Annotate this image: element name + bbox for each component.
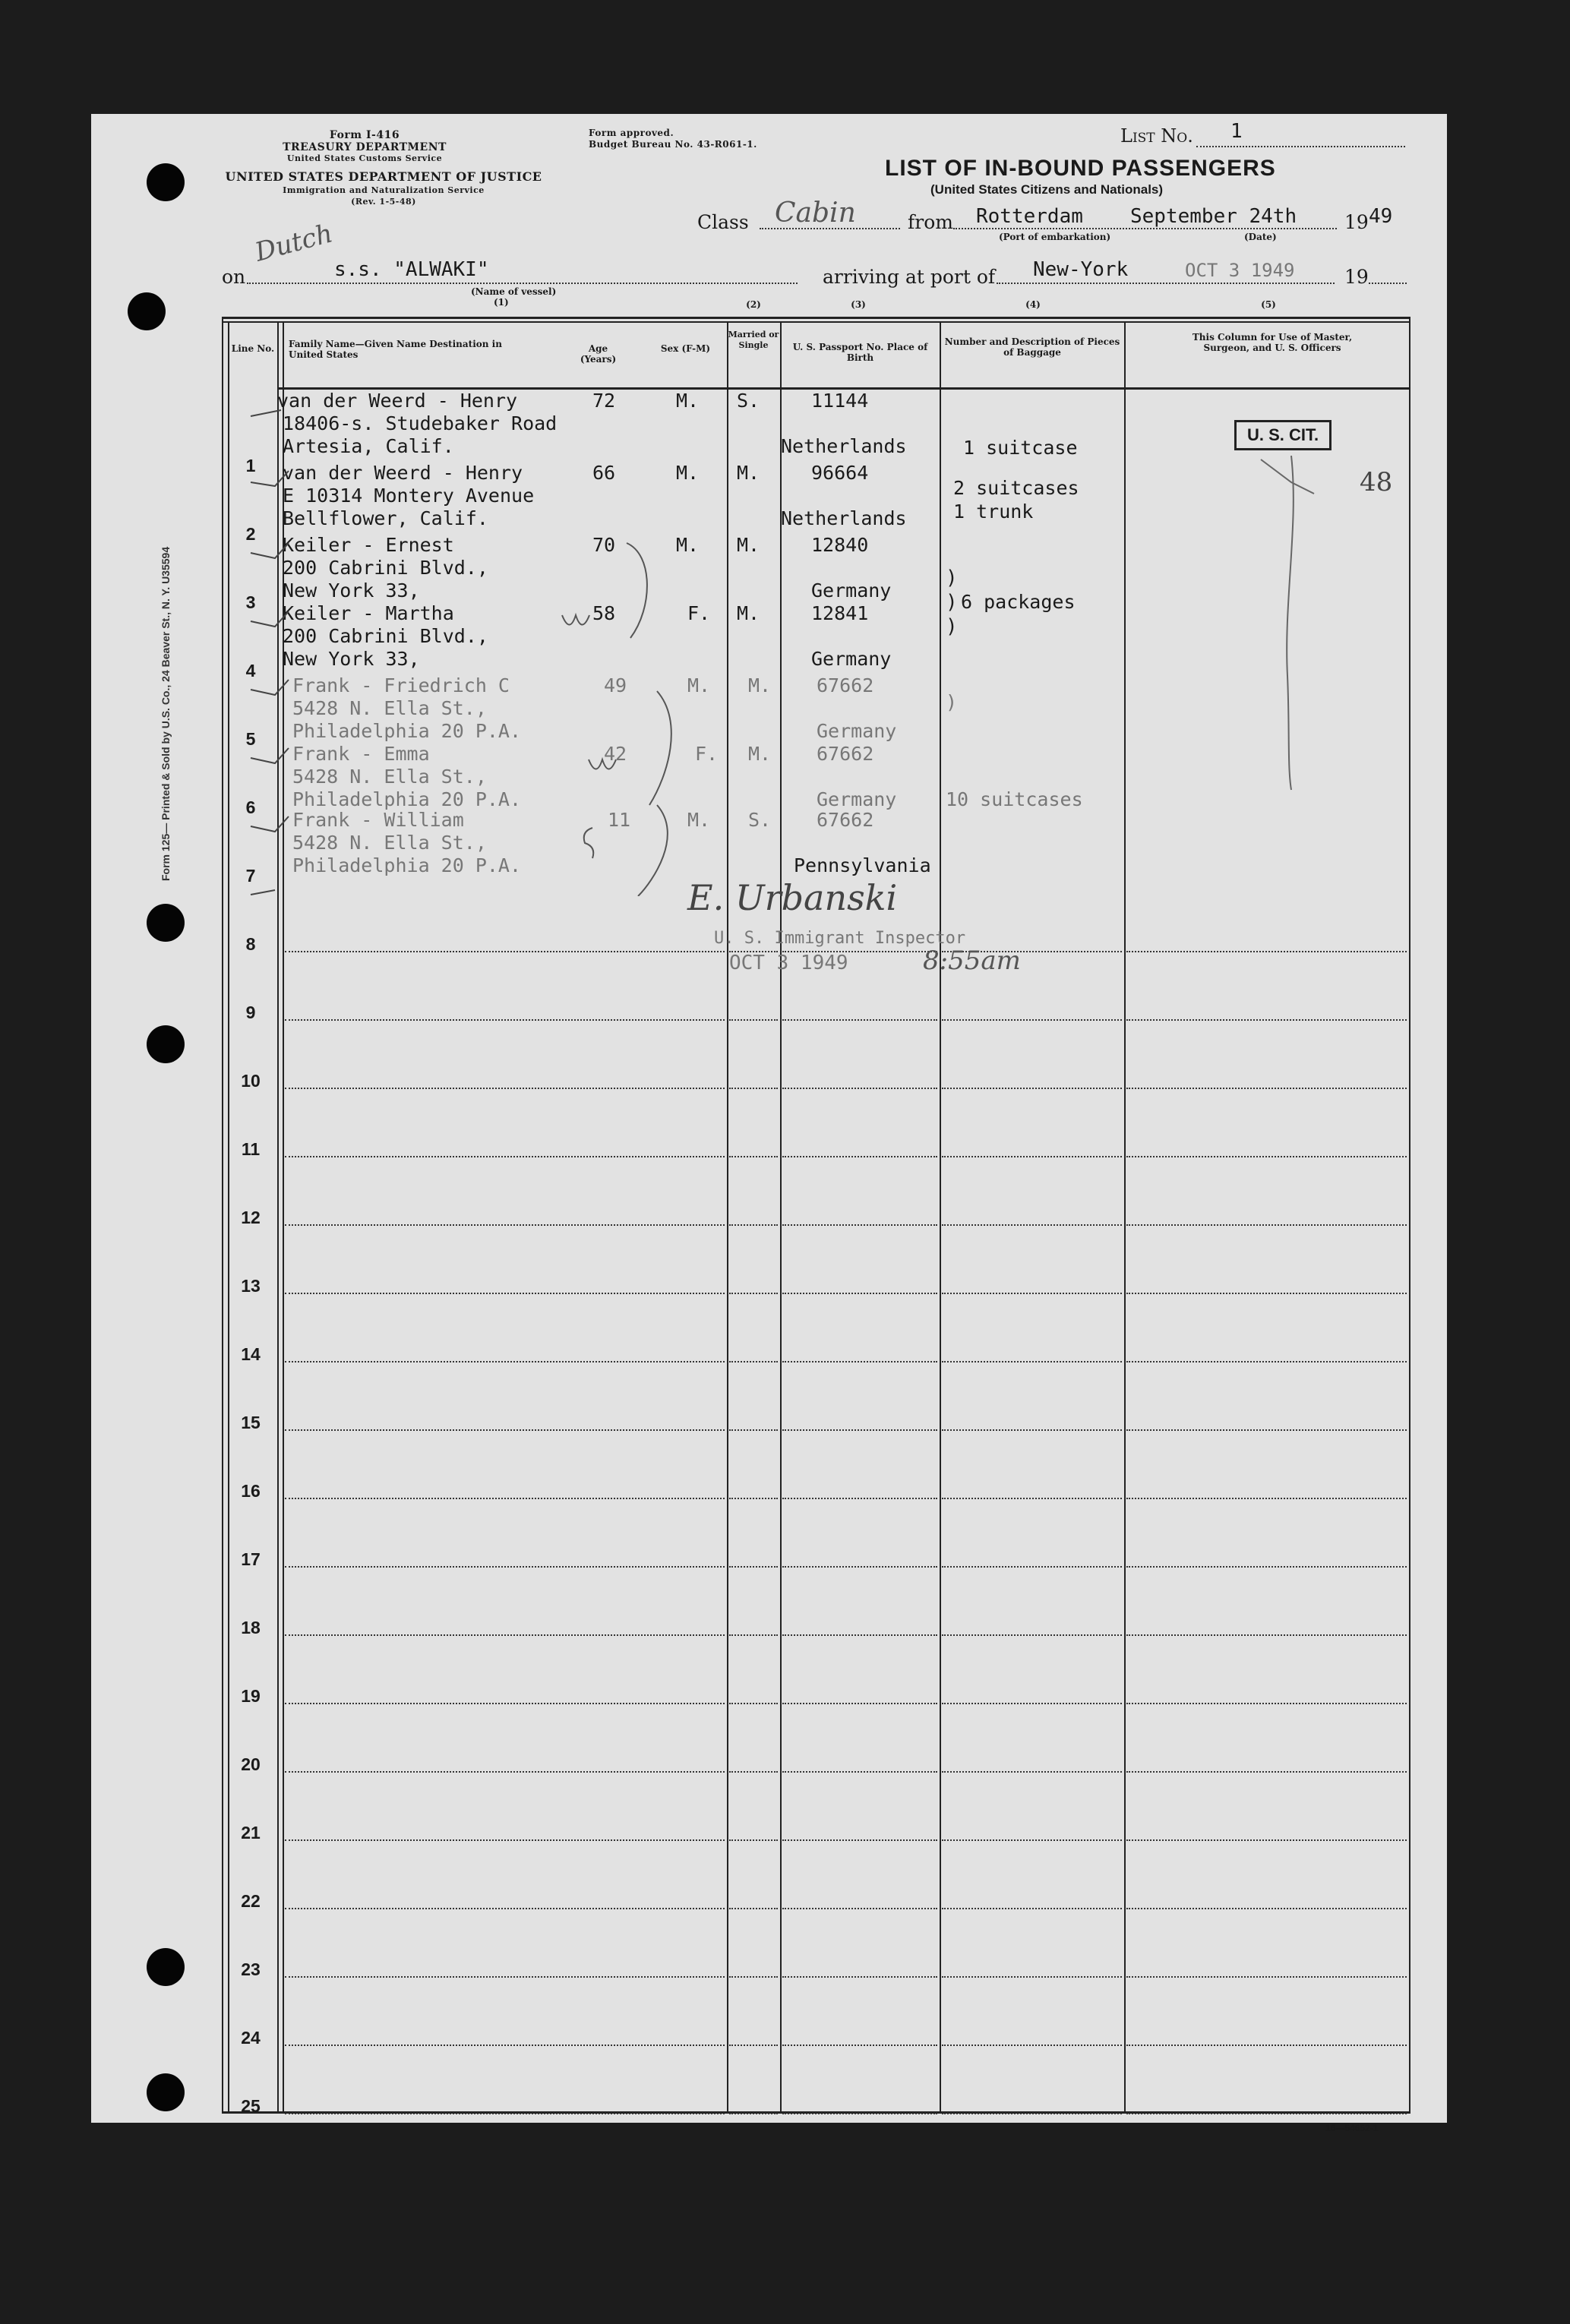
- ruled-line: [729, 1088, 778, 1089]
- passenger-5-city: Philadelphia 20 P.A.: [292, 720, 522, 742]
- passenger-1-name: van der Weerd - Henry: [277, 390, 518, 412]
- passenger-7-city: Philadelphia 20 P.A.: [292, 854, 522, 876]
- ruled-line: [782, 1019, 937, 1021]
- passenger-1-address: 18406-s. Studebaker Road: [283, 412, 558, 434]
- customs-service: United States Customs Service: [286, 153, 443, 163]
- col-sex: Sex (F-M): [660, 343, 711, 354]
- ins-service: Immigration and Naturalization Service: [283, 185, 485, 195]
- ruled-line: [285, 1361, 725, 1363]
- line-number: 17: [241, 1549, 261, 1569]
- inspection-time: 8:55am: [923, 946, 1021, 976]
- passenger-7-birthplace: Pennsylvania: [794, 854, 931, 876]
- line-number: 25: [241, 2096, 261, 2116]
- ruled-line: [285, 1908, 725, 1909]
- ruled-line: [1126, 1361, 1407, 1363]
- ruled-line: [942, 2113, 1122, 2114]
- ruled-line: [729, 1498, 778, 1499]
- ruled-line: [942, 1498, 1122, 1499]
- ruled-line: [1126, 1224, 1407, 1226]
- passenger-2-address: E 10314 Montery Avenue: [283, 485, 535, 507]
- inspector-signature: E. Urbanski: [687, 877, 898, 918]
- passenger-6-age: 42: [604, 743, 627, 765]
- ruled-line: [1126, 1088, 1407, 1089]
- class-value: Cabin: [775, 197, 856, 229]
- passenger-7-passport: 67662: [817, 809, 874, 831]
- line-number: 4: [245, 661, 256, 680]
- binder-hole: [147, 163, 185, 201]
- passenger-7-age: 11: [608, 809, 631, 831]
- col-num-4: (4): [1025, 299, 1041, 310]
- ruled-line: [782, 1498, 937, 1499]
- justice-dept: UNITED STATES DEPARTMENT OF JUSTICE: [225, 169, 542, 184]
- passenger-5-sex: M.: [687, 674, 711, 696]
- line-number: 12: [241, 1208, 261, 1227]
- ruled-line: [942, 1566, 1122, 1568]
- ruled-line: [1126, 1908, 1407, 1909]
- ruled-line: [1126, 1429, 1407, 1431]
- ruled-line: [285, 1088, 725, 1089]
- passenger-5-address: 5428 N. Ella St.,: [292, 697, 487, 719]
- ruled-line: [285, 1839, 725, 1841]
- passenger-6-sex: F.: [695, 743, 719, 765]
- passenger-7-sex: M.: [687, 809, 711, 831]
- brace: ): [946, 691, 958, 713]
- ruled-line: [942, 1156, 1122, 1157]
- binder-hole: [147, 904, 185, 942]
- line-number: 8: [245, 934, 256, 954]
- ruled-line: [285, 1019, 725, 1021]
- col-num-3: (3): [851, 299, 866, 310]
- line-number: 6: [245, 797, 256, 817]
- ruled-line: [942, 1634, 1122, 1636]
- ruled-line: [285, 2045, 725, 2046]
- port-caption: (Port of embarkation): [999, 232, 1111, 242]
- ruled-line: [942, 1703, 1122, 1704]
- col-marital: Married or Single: [728, 330, 779, 350]
- passenger-4-passport: 12841: [811, 602, 869, 624]
- ruled-line: [729, 2045, 778, 2046]
- handwritten-marks: [228, 380, 760, 896]
- ruled-line: [1126, 2045, 1407, 2046]
- col-num-2: (2): [746, 299, 761, 310]
- passenger-1-birthplace: Netherlands: [781, 435, 907, 457]
- arriving-label: arriving at port of: [823, 266, 996, 288]
- passenger-1-marital: S.: [737, 390, 760, 412]
- line-number: 15: [241, 1413, 261, 1432]
- passenger-2-birthplace: Netherlands: [781, 507, 907, 529]
- ruled-line: [942, 1019, 1122, 1021]
- ruled-line: [782, 1976, 937, 1978]
- line-number: 5: [245, 729, 256, 749]
- ruled-line: [782, 1908, 937, 1909]
- ruled-line: [782, 1156, 937, 1157]
- form-number: Form I-416: [329, 129, 400, 141]
- inspection-date: OCT 3 1949: [729, 952, 848, 974]
- passenger-4-city: New York 33,: [283, 648, 420, 670]
- passenger-2-baggage: 2 suitcases: [953, 477, 1079, 499]
- ruled-line: [729, 1224, 778, 1226]
- passenger-3-address: 200 Cabrini Blvd.,: [283, 557, 488, 579]
- ruled-line: [285, 951, 725, 952]
- ruled-line: [729, 1293, 778, 1294]
- ruled-line: [729, 1771, 778, 1773]
- col-line-no: Line No.: [231, 343, 275, 354]
- ruled-line: [729, 1634, 778, 1636]
- page-title: LIST OF IN-BOUND PASSENGERS: [885, 156, 1276, 181]
- passenger-2-marital: M.: [737, 462, 760, 484]
- ruled-line: [729, 1839, 778, 1841]
- ruled-line: [285, 1224, 725, 1226]
- port-of-embarkation: Rotterdam: [976, 205, 1083, 228]
- line-number: 2: [245, 524, 256, 544]
- passenger-7-address: 5428 N. Ella St.,: [292, 832, 487, 854]
- year-prefix: 19: [1344, 211, 1369, 233]
- ruled-line: [942, 1361, 1122, 1363]
- printer-imprint: Form 125— Printed & Sold by U.S. Co., 24 Beaver St., N. Y. U35594: [160, 546, 172, 881]
- ruled-line: [1126, 1293, 1407, 1294]
- ruled-line: [729, 1566, 778, 1568]
- brace: ) ) ): [946, 567, 958, 638]
- ruled-line: [782, 1566, 937, 1568]
- ruled-line: [1126, 2113, 1407, 2114]
- ruled-line: [942, 1224, 1122, 1226]
- ruled-line: [942, 1976, 1122, 1978]
- passenger-7-name: Frank - William: [292, 809, 464, 831]
- binder-hole: [147, 1948, 185, 1986]
- passenger-4-age: 58: [592, 602, 616, 624]
- line-number: 7: [245, 866, 256, 886]
- ruled-line: [782, 1839, 937, 1841]
- line-number: 1: [245, 456, 256, 475]
- ruled-line: [782, 2045, 937, 2046]
- tally-line: [1246, 448, 1337, 797]
- ruled-line: [942, 1908, 1122, 1909]
- arrival-date-stamp: OCT 3 1949: [1185, 260, 1295, 281]
- ruled-line: [285, 1771, 725, 1773]
- passenger-1-baggage: 1 suitcase: [963, 437, 1078, 459]
- ruled-line: [942, 1771, 1122, 1773]
- page-subtitle: (United States Citizens and Nationals): [930, 182, 1164, 197]
- ruled-line: [729, 1361, 778, 1363]
- line-number: 11: [241, 1139, 261, 1159]
- vessel-caption: (Name of vessel): [471, 286, 557, 297]
- passenger-5-marital: M.: [748, 674, 772, 696]
- ruled-line: [729, 2113, 778, 2114]
- passenger-2-city: Bellflower, Calif.: [283, 507, 488, 529]
- ruled-line: [285, 1976, 725, 1978]
- passenger-6-marital: M.: [748, 743, 772, 765]
- ruled-line: [1126, 1566, 1407, 1568]
- us-citizen-stamp: U. S. CIT.: [1234, 420, 1331, 450]
- line-number: 10: [241, 1071, 261, 1091]
- passenger-5-birthplace: Germany: [817, 720, 897, 742]
- ruled-line: [285, 1703, 725, 1704]
- passenger-5-passport: 67662: [817, 674, 874, 696]
- ruled-line: [285, 2113, 725, 2114]
- passenger-6-name: Frank - Emma: [292, 743, 430, 765]
- ruled-line: [729, 1429, 778, 1431]
- ruled-line: [285, 1429, 725, 1431]
- ruled-line: [285, 1498, 725, 1499]
- ruled-line: [285, 1156, 725, 1157]
- ruled-line: [782, 1429, 937, 1431]
- ruled-line: [1126, 1703, 1407, 1704]
- passenger-3-passport: 12840: [811, 534, 869, 556]
- ruled-line: [1126, 951, 1407, 952]
- year-value: 49: [1369, 205, 1393, 228]
- line-number: 22: [241, 1891, 261, 1911]
- ruled-line: [1126, 1156, 1407, 1157]
- line-number: 20: [241, 1754, 261, 1774]
- ruled-line: [942, 1088, 1122, 1089]
- passenger-1-sex: M.: [676, 390, 700, 412]
- line-number: 13: [241, 1276, 261, 1296]
- ruled-line: [782, 2113, 937, 2114]
- binder-hole: [128, 292, 166, 330]
- vessel-name: s.s. "ALWAKI": [334, 258, 489, 281]
- ruled-line: [942, 1429, 1122, 1431]
- vessel-col-num: (1): [494, 297, 509, 308]
- line-number: 21: [241, 1823, 261, 1842]
- nationality-note: Dutch: [251, 218, 336, 268]
- passenger-7-marital: S.: [748, 809, 772, 831]
- ruled-line: [285, 1293, 725, 1294]
- line-number: 9: [245, 1003, 256, 1022]
- line-number: 14: [241, 1344, 261, 1364]
- date-caption: (Date): [1244, 232, 1277, 242]
- ruled-line: [942, 2045, 1122, 2046]
- passenger-2-age: 66: [592, 462, 616, 484]
- line-number: 23: [241, 1959, 261, 1979]
- ruled-line: [285, 1566, 725, 1568]
- passenger-3-age: 70: [592, 534, 616, 556]
- from-label: from: [908, 211, 953, 233]
- ruled-line: [1126, 1634, 1407, 1636]
- binder-hole: [147, 2073, 185, 2111]
- line-number: 18: [241, 1618, 261, 1637]
- ruled-line: [782, 1293, 937, 1294]
- passenger-3-baggage: 6 packages: [961, 591, 1076, 613]
- ruled-line: [782, 1088, 937, 1089]
- footer-code: 16—54652-1: [1325, 2123, 1379, 2133]
- passenger-1-age: 72: [592, 390, 616, 412]
- arrival-port: New-York: [1033, 258, 1129, 281]
- embarkation-date: September 24th: [1130, 205, 1297, 228]
- ruled-line: [782, 1361, 937, 1363]
- passenger-4-address: 200 Cabrini Blvd.,: [283, 625, 488, 647]
- line-number: 24: [241, 2028, 261, 2048]
- budget-bureau: Budget Bureau No. 43-R061-1.: [589, 139, 757, 150]
- passenger-5-name: Frank - Friedrich C: [292, 674, 510, 696]
- line-number: 3: [245, 592, 256, 612]
- col-officers: This Column for Use of Master, Surgeon, and U. S. Officers: [1192, 332, 1353, 353]
- col-name: Family Name—Given Name Destination in United States: [289, 339, 502, 360]
- ruled-line: [782, 1771, 937, 1773]
- passenger-6-baggage: 10 suitcases: [946, 788, 1083, 810]
- revision-date: (Rev. 1-5-48): [351, 197, 416, 207]
- passenger-3-sex: M.: [676, 534, 700, 556]
- ruled-line: [729, 1703, 778, 1704]
- ruled-line: [729, 1908, 778, 1909]
- passenger-3-name: Keiler - Ernest: [283, 534, 454, 556]
- arrival-year-prefix: 19: [1344, 266, 1369, 288]
- ruled-line: [782, 1224, 937, 1226]
- ruled-line: [1126, 1019, 1407, 1021]
- passenger-3-city: New York 33,: [283, 579, 420, 602]
- col-passport: U. S. Passport No. Place of Birth: [792, 342, 928, 363]
- passenger-2-name: van der Weerd - Henry: [283, 462, 523, 484]
- passenger-2-sex: M.: [676, 462, 700, 484]
- passenger-count: 48: [1360, 467, 1393, 497]
- line-number: 19: [241, 1686, 261, 1706]
- passenger-5-age: 49: [604, 674, 627, 696]
- ruled-line: [729, 1019, 778, 1021]
- passenger-6-passport: 67662: [817, 743, 874, 765]
- ruled-line: [942, 1839, 1122, 1841]
- ruled-line: [285, 1634, 725, 1636]
- binder-hole: [147, 1025, 185, 1063]
- passenger-4-name: Keiler - Martha: [283, 602, 454, 624]
- ruled-line: [1126, 1498, 1407, 1499]
- line-number: 16: [241, 1481, 261, 1501]
- passenger-2-baggage-2: 1 trunk: [953, 500, 1034, 523]
- class-label: Class: [697, 211, 749, 233]
- ruled-line: [782, 1703, 937, 1704]
- passenger-1-passport: 11144: [811, 390, 869, 412]
- form-approved: Form approved.: [589, 128, 674, 138]
- on-label: on: [222, 266, 246, 288]
- col-baggage: Number and Description of Pieces of Baggage: [944, 336, 1120, 358]
- col-age: Age (Years): [580, 343, 617, 365]
- ruled-line: [1126, 1839, 1407, 1841]
- treasury-dept: TREASURY DEPARTMENT: [283, 141, 447, 153]
- passenger-6-city: Philadelphia 20 P.A.: [292, 788, 522, 810]
- col-num-5: (5): [1261, 299, 1276, 310]
- ruled-line: [1126, 1771, 1407, 1773]
- list-no-value: 1: [1230, 120, 1243, 143]
- ruled-line: [729, 1156, 778, 1157]
- passenger-4-sex: F.: [687, 602, 711, 624]
- passenger-2-passport: 96664: [811, 462, 869, 484]
- ruled-line: [782, 1634, 937, 1636]
- passenger-3-birthplace: Germany: [811, 579, 892, 602]
- ruled-line: [942, 1293, 1122, 1294]
- passenger-1-city: Artesia, Calif.: [283, 435, 454, 457]
- passenger-4-birthplace: Germany: [811, 648, 892, 670]
- passenger-6-birthplace: Germany: [817, 788, 897, 810]
- list-no-label: List No.: [1120, 125, 1193, 147]
- ruled-line: [1126, 1976, 1407, 1978]
- inspector-title: U. S. Immigrant Inspector: [714, 929, 966, 948]
- passenger-4-marital: M.: [737, 602, 760, 624]
- ruled-line: [729, 1976, 778, 1978]
- passenger-6-address: 5428 N. Ella St.,: [292, 766, 487, 788]
- passenger-3-marital: M.: [737, 534, 760, 556]
